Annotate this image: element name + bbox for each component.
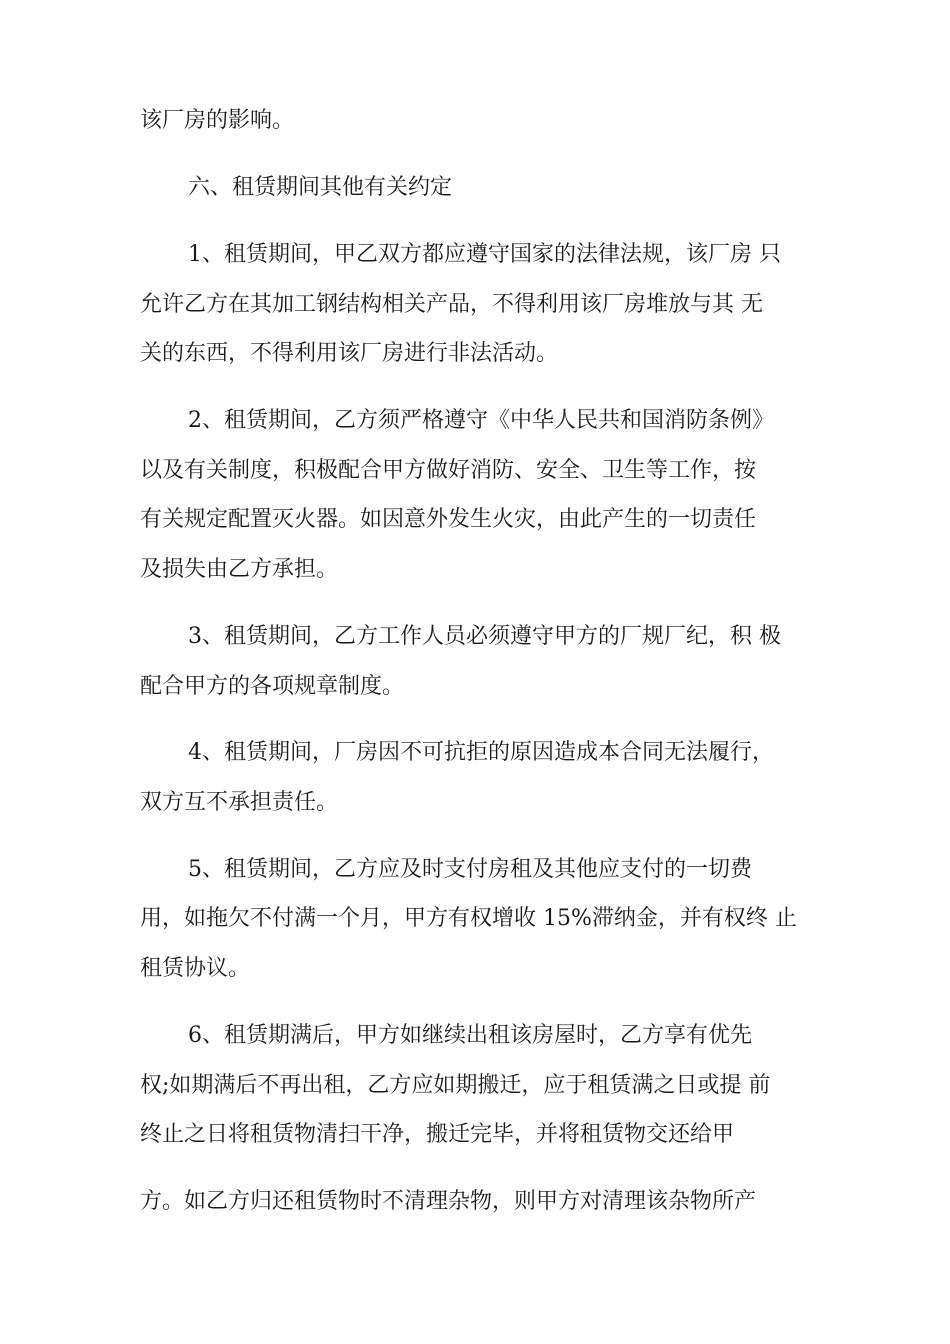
text-line: 1、租赁期间，甲乙双方都应遵守国家的法律法规，该厂房 只 <box>188 242 781 267</box>
text-line: 及损失由乙方承担。 <box>140 557 339 582</box>
text-line: 双方互不承担责任。 <box>140 790 339 815</box>
text-line: 方。如乙方归还租赁物时不清理杂物，则甲方对清理该杂物所产 <box>140 1189 757 1214</box>
text-line: 关的东西，不得利用该厂房进行非法活动。 <box>140 341 559 366</box>
text-line: 该厂房的影响。 <box>140 108 295 133</box>
text-line: 允许乙方在其加工钢结构相关产品，不得利用该厂房堆放与其 无 <box>140 292 763 317</box>
text-line: 以及有关制度，积极配合甲方做好消防、安全、卫生等工作，按 <box>140 458 757 483</box>
text-line: 用，如拖欠不付满一个月，甲方有权增收 15%滞纳金，并有权终 止 <box>140 906 797 931</box>
text-line: 6、租赁期满后，甲方如继续出租该房屋时，乙方享有优先 <box>188 1023 752 1048</box>
text-line: 有关规定配置灭火器。如因意外发生火灾，由此产生的一切责任 <box>140 507 757 532</box>
text-line: 终止之日将租赁物清扫干净，搬迁完毕，并将租赁物交还给甲 <box>140 1122 735 1147</box>
section-heading: 六、租赁期间其他有关约定 <box>188 175 453 200</box>
text-line: 2、租赁期间，乙方须严格遵守《中华人民共和国消防条例》 <box>188 408 774 433</box>
text-line: 4、租赁期间，厂房因不可抗拒的原因造成本合同无法履行， <box>188 740 774 765</box>
text-line: 3、租赁期间，乙方工作人员必须遵守甲方的厂规厂纪，积 极 <box>188 624 781 649</box>
text-line: 租赁协议。 <box>140 956 251 981</box>
text-line: 5、租赁期间，乙方应及时支付房租及其他应支付的一切费 <box>188 857 752 882</box>
text-line: 配合甲方的各项规章制度。 <box>140 674 405 699</box>
text-line: 权;如期满后不再出租，乙方应如期搬迁，应于租赁满之日或提 前 <box>140 1073 771 1098</box>
